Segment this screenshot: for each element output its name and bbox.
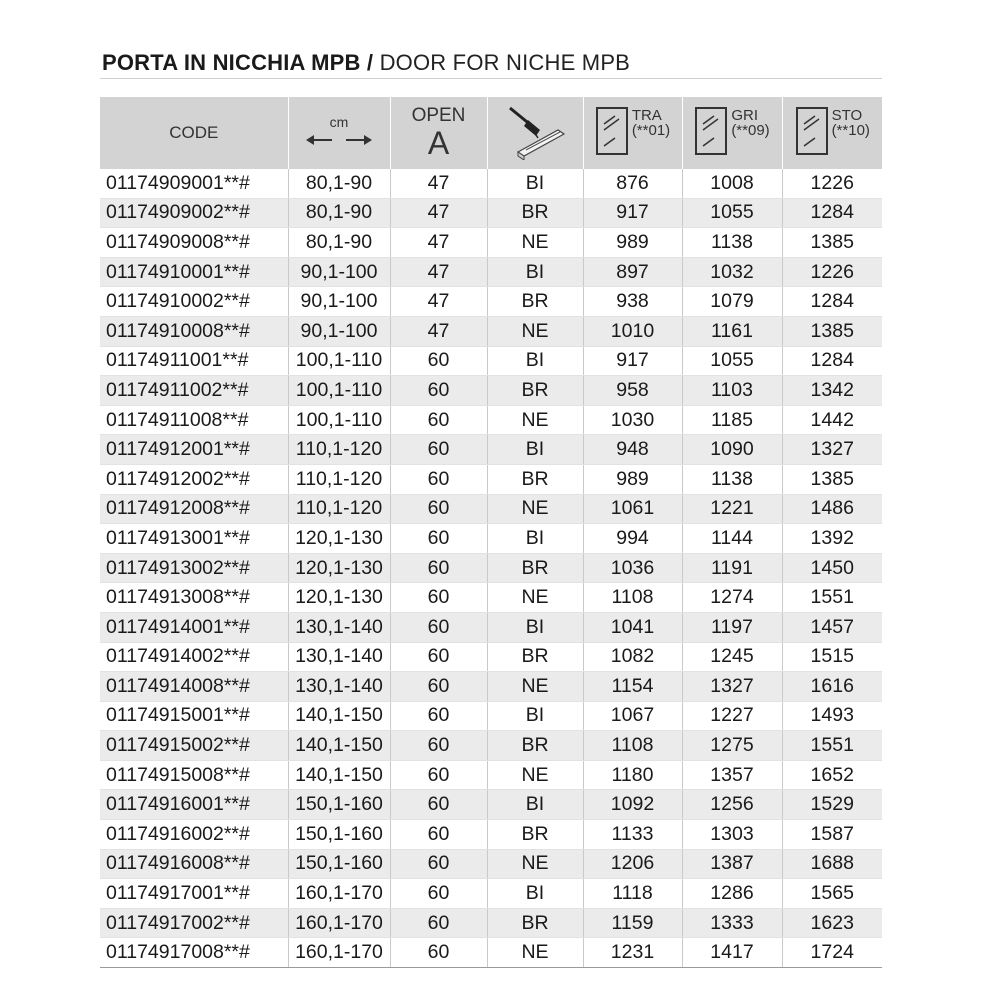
glass-sto-code: (**10) (831, 121, 870, 139)
code-cell: 01174909002**# (100, 198, 288, 228)
price-tra-cell: 1036 (583, 553, 682, 583)
table-row (100, 553, 882, 583)
code-cell: 01174916001**# (100, 790, 288, 820)
price-sto-cell: 1587 (782, 820, 882, 850)
price-gri-cell: 1161 (682, 316, 782, 346)
finish-cell: BR (487, 198, 583, 228)
width-cell: 160,1-170 (288, 908, 390, 938)
opening-cell: 47 (390, 169, 487, 198)
opening-cell: 60 (390, 672, 487, 702)
price-gri-cell: 1055 (682, 346, 782, 376)
table-row (100, 583, 882, 613)
finish-cell: BI (487, 879, 583, 909)
opening-cell: 60 (390, 731, 487, 761)
finish-cell: NE (487, 760, 583, 790)
table-row (100, 346, 882, 376)
price-tra-cell: 1108 (583, 731, 682, 761)
opening-cell: 60 (390, 879, 487, 909)
price-tra-cell: 1041 (583, 612, 682, 642)
header-glass-sto (782, 97, 882, 169)
code-cell: 01174912001**# (100, 435, 288, 465)
price-sto-cell: 1551 (782, 731, 882, 761)
price-sto-cell: 1652 (782, 760, 882, 790)
width-cell: 110,1-120 (288, 464, 390, 494)
width-cell: 150,1-160 (288, 790, 390, 820)
table-row (100, 316, 882, 346)
price-tra-cell: 1231 (583, 938, 682, 968)
finish-cell: NE (487, 228, 583, 258)
price-tra-cell: 1159 (583, 908, 682, 938)
opening-cell: 60 (390, 760, 487, 790)
price-sto-cell: 1442 (782, 405, 882, 435)
price-tra-cell: 989 (583, 228, 682, 258)
width-cell: 110,1-120 (288, 435, 390, 465)
opening-cell: 60 (390, 938, 487, 968)
table-row (100, 405, 882, 435)
table-row (100, 790, 882, 820)
width-arrows-icon (304, 132, 374, 148)
price-gri-cell: 1008 (682, 169, 782, 198)
opening-cell: 60 (390, 642, 487, 672)
table-row (100, 464, 882, 494)
code-cell: 01174914008**# (100, 672, 288, 702)
finish-cell: NE (487, 849, 583, 879)
price-tra-cell: 1108 (583, 583, 682, 613)
finish-cell: BR (487, 642, 583, 672)
table-row (100, 701, 882, 731)
code-cell: 01174915002**# (100, 731, 288, 761)
opening-cell: 60 (390, 849, 487, 879)
finish-cell: BI (487, 346, 583, 376)
table-row (100, 169, 882, 198)
table-row (100, 494, 882, 524)
width-cell: 140,1-150 (288, 731, 390, 761)
price-gri-cell: 1245 (682, 642, 782, 672)
width-cell: 100,1-110 (288, 376, 390, 406)
table-row (100, 820, 882, 850)
width-cell: 120,1-130 (288, 553, 390, 583)
price-gri-cell: 1103 (682, 376, 782, 406)
price-tra-cell: 994 (583, 524, 682, 554)
price-tra-cell: 1180 (583, 760, 682, 790)
price-gri-cell: 1090 (682, 435, 782, 465)
glass-panel-icon (795, 106, 829, 156)
code-cell: 01174913001**# (100, 524, 288, 554)
table-row (100, 908, 882, 938)
opening-cell: 60 (390, 376, 487, 406)
price-sto-cell: 1385 (782, 464, 882, 494)
title-italian: PORTA IN NICCHIA MPB / (102, 50, 374, 75)
table-row (100, 524, 882, 554)
glass-sto-name: STO (831, 106, 863, 124)
opening-cell: 60 (390, 790, 487, 820)
width-cell: 130,1-140 (288, 672, 390, 702)
price-tra-cell: 1030 (583, 405, 682, 435)
table-row (100, 849, 882, 879)
price-gri-cell: 1197 (682, 612, 782, 642)
opening-cell: 47 (390, 198, 487, 228)
price-tra-cell: 1010 (583, 316, 682, 346)
finish-cell: BR (487, 820, 583, 850)
price-gri-cell: 1275 (682, 731, 782, 761)
price-gri-cell: 1256 (682, 790, 782, 820)
opening-cell: 47 (390, 287, 487, 317)
price-sto-cell: 1392 (782, 524, 882, 554)
opening-cell: 60 (390, 583, 487, 613)
price-gri-cell: 1185 (682, 405, 782, 435)
code-cell: 01174911008**# (100, 405, 288, 435)
width-cell: 110,1-120 (288, 494, 390, 524)
code-cell: 01174914002**# (100, 642, 288, 672)
width-cell: 150,1-160 (288, 849, 390, 879)
header-glass-tra (583, 97, 682, 169)
opening-cell: 60 (390, 435, 487, 465)
price-sto-cell: 1457 (782, 612, 882, 642)
glass-panel-icon (595, 106, 629, 156)
header-code-label: CODE (169, 123, 219, 142)
header-glass-gri (682, 97, 782, 169)
title-english: DOOR FOR NICHE MPB (379, 50, 631, 75)
finish-cell: BI (487, 524, 583, 554)
price-gri-cell: 1286 (682, 879, 782, 909)
table-row (100, 879, 882, 909)
table-row (100, 435, 882, 465)
width-cell: 150,1-160 (288, 820, 390, 850)
price-tra-cell: 917 (583, 346, 682, 376)
glass-gri-code: (**09) (731, 121, 770, 139)
table-row (100, 228, 882, 258)
opening-cell: 60 (390, 553, 487, 583)
price-sto-cell: 1515 (782, 642, 882, 672)
opening-cell: 60 (390, 405, 487, 435)
finish-cell: BI (487, 435, 583, 465)
price-gri-cell: 1333 (682, 908, 782, 938)
code-cell: 01174915008**# (100, 760, 288, 790)
glass-gri-name: GRI (731, 106, 758, 124)
price-sto-cell: 1450 (782, 553, 882, 583)
price-sto-cell: 1623 (782, 908, 882, 938)
price-sto-cell: 1284 (782, 198, 882, 228)
price-tra-cell: 917 (583, 198, 682, 228)
price-tra-cell: 1206 (583, 849, 682, 879)
width-cell: 80,1-90 (288, 169, 390, 198)
width-cell: 90,1-100 (288, 257, 390, 287)
price-gri-cell: 1387 (682, 849, 782, 879)
width-cell: 140,1-150 (288, 701, 390, 731)
code-cell: 01174913008**# (100, 583, 288, 613)
table-row (100, 612, 882, 642)
header-code (100, 97, 288, 169)
price-tra-cell: 948 (583, 435, 682, 465)
price-gri-cell: 1191 (682, 553, 782, 583)
price-sto-cell: 1284 (782, 346, 882, 376)
opening-cell: 47 (390, 228, 487, 258)
code-cell: 01174915001**# (100, 701, 288, 731)
table-row (100, 642, 882, 672)
header-open-label: OPEN (411, 105, 466, 126)
header-profile (487, 97, 583, 169)
price-sto-cell: 1284 (782, 287, 882, 317)
code-cell: 01174911001**# (100, 346, 288, 376)
price-gri-cell: 1221 (682, 494, 782, 524)
glass-tra-code: (**01) (631, 121, 671, 139)
price-tra-cell: 1133 (583, 820, 682, 850)
opening-cell: 60 (390, 494, 487, 524)
opening-cell: 60 (390, 346, 487, 376)
width-cell: 160,1-170 (288, 879, 390, 909)
finish-cell: BR (487, 908, 583, 938)
glass-tra-name: TRA (631, 106, 662, 124)
width-cell: 130,1-140 (288, 612, 390, 642)
finish-cell: BR (487, 376, 583, 406)
width-cell: 80,1-90 (288, 198, 390, 228)
code-cell: 01174916002**# (100, 820, 288, 850)
finish-cell: NE (487, 672, 583, 702)
width-cell: 90,1-100 (288, 287, 390, 317)
width-cell: 100,1-110 (288, 346, 390, 376)
finish-cell: NE (487, 405, 583, 435)
price-tra-cell: 1118 (583, 879, 682, 909)
price-sto-cell: 1385 (782, 316, 882, 346)
price-gri-cell: 1055 (682, 198, 782, 228)
price-gri-cell: 1079 (682, 287, 782, 317)
code-cell: 01174913002**# (100, 553, 288, 583)
price-sto-cell: 1226 (782, 169, 882, 198)
glass-panel-icon (694, 106, 728, 156)
finish-cell: BI (487, 612, 583, 642)
price-sto-cell: 1688 (782, 849, 882, 879)
opening-cell: 47 (390, 316, 487, 346)
page-title (102, 50, 630, 76)
table-row (100, 287, 882, 317)
price-sto-cell: 1486 (782, 494, 882, 524)
code-cell: 01174914001**# (100, 612, 288, 642)
opening-cell: 60 (390, 524, 487, 554)
width-cell: 120,1-130 (288, 524, 390, 554)
code-cell: 01174909008**# (100, 228, 288, 258)
price-sto-cell: 1385 (782, 228, 882, 258)
price-tra-cell: 989 (583, 464, 682, 494)
price-table (100, 97, 882, 968)
width-cell: 140,1-150 (288, 760, 390, 790)
header-open (390, 97, 487, 169)
price-gri-cell: 1303 (682, 820, 782, 850)
header-cm-label: cm (329, 113, 349, 130)
code-cell: 01174910008**# (100, 316, 288, 346)
price-gri-cell: 1274 (682, 583, 782, 613)
price-sto-cell: 1724 (782, 938, 882, 968)
code-cell: 01174910002**# (100, 287, 288, 317)
table-row (100, 198, 882, 228)
price-gri-cell: 1417 (682, 938, 782, 968)
code-cell: 01174917001**# (100, 879, 288, 909)
width-cell: 90,1-100 (288, 316, 390, 346)
table-row (100, 938, 882, 968)
width-cell: 120,1-130 (288, 583, 390, 613)
price-gri-cell: 1327 (682, 672, 782, 702)
price-gri-cell: 1227 (682, 701, 782, 731)
finish-cell: BI (487, 257, 583, 287)
price-sto-cell: 1327 (782, 435, 882, 465)
opening-cell: 60 (390, 908, 487, 938)
finish-cell: BR (487, 553, 583, 583)
finish-cell: NE (487, 494, 583, 524)
code-cell: 01174912002**# (100, 464, 288, 494)
opening-cell: 60 (390, 701, 487, 731)
price-tra-cell: 1082 (583, 642, 682, 672)
code-cell: 01174909001**# (100, 169, 288, 198)
code-cell: 01174917008**# (100, 938, 288, 968)
header-open-letter: A (427, 125, 450, 161)
price-sto-cell: 1616 (782, 672, 882, 702)
price-sto-cell: 1226 (782, 257, 882, 287)
price-tra-cell: 1061 (583, 494, 682, 524)
price-gri-cell: 1138 (682, 228, 782, 258)
finish-cell: BR (487, 731, 583, 761)
width-cell: 160,1-170 (288, 938, 390, 968)
price-tra-cell: 876 (583, 169, 682, 198)
table-body (100, 169, 882, 968)
finish-cell: BR (487, 464, 583, 494)
code-cell: 01174910001**# (100, 257, 288, 287)
price-tra-cell: 958 (583, 376, 682, 406)
price-sto-cell: 1342 (782, 376, 882, 406)
code-cell: 01174912008**# (100, 494, 288, 524)
width-cell: 80,1-90 (288, 228, 390, 258)
brush-profile-icon (502, 102, 568, 160)
opening-cell: 47 (390, 257, 487, 287)
title-divider (100, 78, 882, 79)
table-row (100, 257, 882, 287)
price-tra-cell: 1154 (583, 672, 682, 702)
code-cell: 01174911002**# (100, 376, 288, 406)
width-cell: 130,1-140 (288, 642, 390, 672)
finish-cell: NE (487, 938, 583, 968)
opening-cell: 60 (390, 820, 487, 850)
width-cell: 100,1-110 (288, 405, 390, 435)
table-row (100, 376, 882, 406)
header-width (288, 97, 390, 169)
finish-cell: BI (487, 169, 583, 198)
table-row (100, 760, 882, 790)
code-cell: 01174916008**# (100, 849, 288, 879)
table-header-row (100, 97, 882, 169)
price-sto-cell: 1529 (782, 790, 882, 820)
finish-cell: BR (487, 287, 583, 317)
price-tra-cell: 1067 (583, 701, 682, 731)
opening-cell: 60 (390, 612, 487, 642)
price-sto-cell: 1565 (782, 879, 882, 909)
finish-cell: BI (487, 790, 583, 820)
price-tra-cell: 938 (583, 287, 682, 317)
price-sto-cell: 1493 (782, 701, 882, 731)
price-gri-cell: 1144 (682, 524, 782, 554)
code-cell: 01174917002**# (100, 908, 288, 938)
finish-cell: NE (487, 583, 583, 613)
opening-cell: 60 (390, 464, 487, 494)
price-gri-cell: 1138 (682, 464, 782, 494)
price-tra-cell: 1092 (583, 790, 682, 820)
price-gri-cell: 1032 (682, 257, 782, 287)
price-tra-cell: 897 (583, 257, 682, 287)
finish-cell: NE (487, 316, 583, 346)
table-row (100, 731, 882, 761)
table-row (100, 672, 882, 702)
price-sto-cell: 1551 (782, 583, 882, 613)
finish-cell: BI (487, 701, 583, 731)
price-gri-cell: 1357 (682, 760, 782, 790)
